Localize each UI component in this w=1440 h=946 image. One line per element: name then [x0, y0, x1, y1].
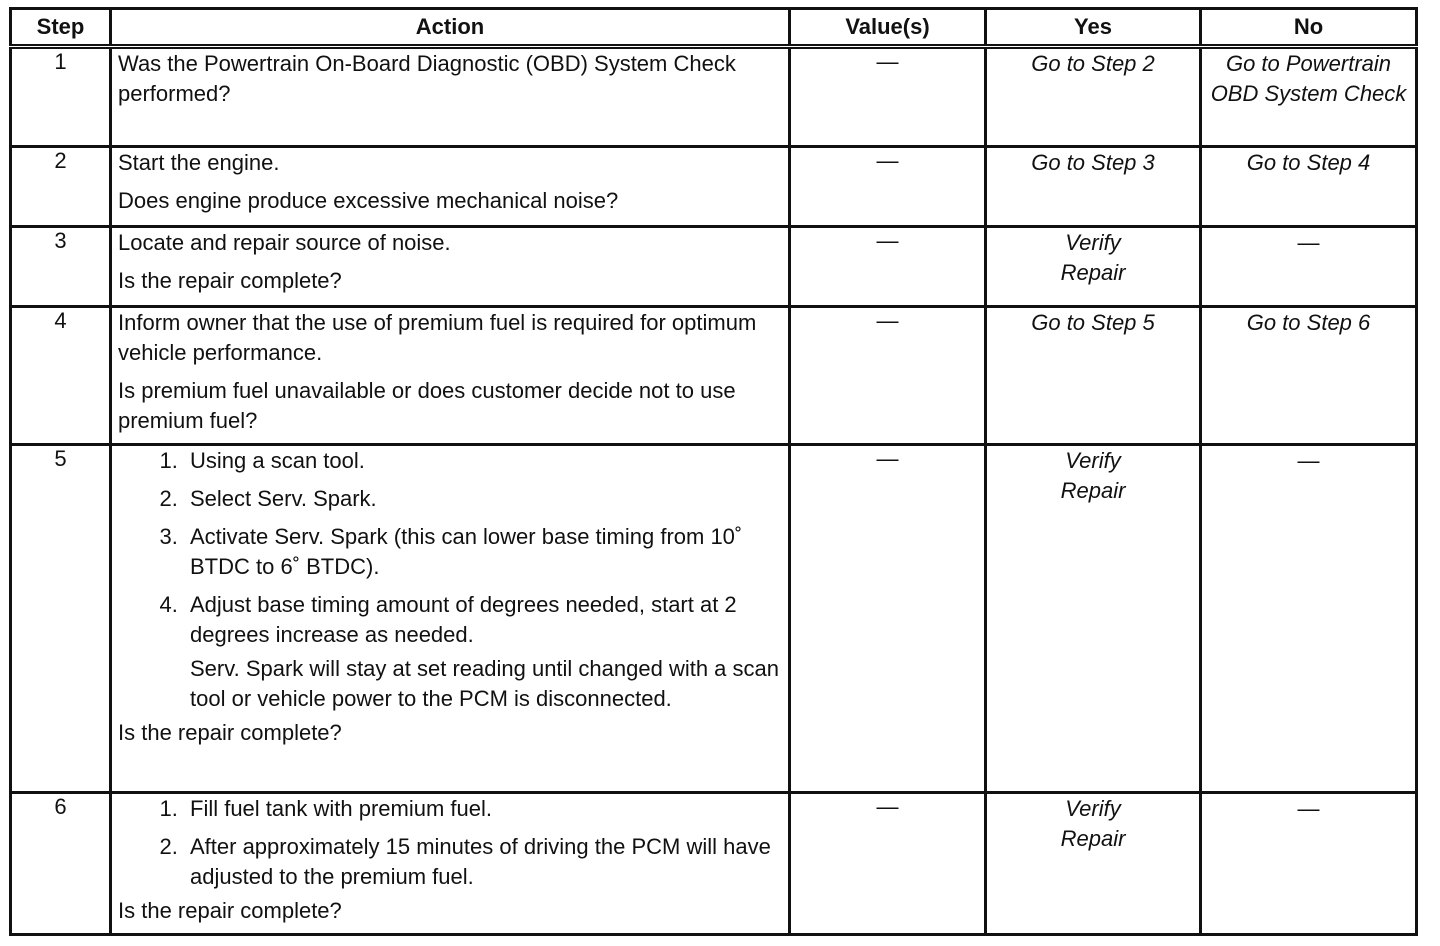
header-values: Value(s)	[790, 9, 986, 47]
step-number: 6	[11, 793, 111, 935]
value-cell: —	[790, 47, 986, 147]
step-number: 1	[11, 47, 111, 147]
action-question: Is premium fuel unavailable or does customer decide not to use premium fuel?	[118, 378, 736, 433]
no-cell: Go to Step 4	[1201, 147, 1417, 227]
table-row	[11, 147, 1417, 227]
action-cell	[111, 793, 790, 935]
action-cell	[111, 147, 790, 227]
step-number: 4	[11, 307, 111, 445]
header-yes: Yes	[986, 9, 1201, 47]
yes-cell: Verify Repair	[986, 445, 1201, 793]
action-question: Is the repair complete?	[118, 898, 342, 923]
no-cell: —	[1201, 445, 1417, 793]
diagnostic-table	[9, 7, 1418, 936]
procedure-item: 2. Select Serv. Spark.	[184, 484, 782, 514]
step-number: 3	[11, 227, 111, 307]
procedure-item: 2. After approximately 15 minutes of driving the PCM will have adjusted to the premium fuel.	[184, 832, 782, 892]
value-cell: —	[790, 445, 986, 793]
procedure-item: 1. Fill fuel tank with premium fuel.	[184, 794, 782, 824]
table-row	[11, 307, 1417, 445]
table-row	[11, 47, 1417, 147]
procedure-note: Serv. Spark will stay at set reading until changed with a scan tool or vehicle power to the PCM is disconnected.	[190, 656, 780, 711]
value-cell: —	[790, 147, 986, 227]
header-row	[11, 9, 1417, 47]
action-text: Was the Powertrain On-Board Diagnostic (OBD) System Check performed?	[118, 51, 736, 106]
yes-cell: Go to Step 3	[986, 147, 1201, 227]
table-row	[11, 227, 1417, 307]
action-cell	[111, 445, 790, 793]
value-cell: —	[790, 793, 986, 935]
procedure-list	[118, 446, 782, 650]
no-cell: Go to Step 6	[1201, 307, 1417, 445]
value-cell: —	[790, 307, 986, 445]
yes-cell: Verify Repair	[986, 793, 1201, 935]
action-cell	[111, 307, 790, 445]
table-row	[11, 445, 1417, 793]
action-text: Inform owner that the use of premium fuel is required for optimum vehicle performance.	[118, 310, 757, 365]
procedure-item: 1. Using a scan tool.	[184, 446, 782, 476]
procedure-item: 4. Adjust base timing amount of degrees needed, start at 2 degrees increase as needed.	[184, 590, 782, 650]
header-step: Step	[11, 9, 111, 47]
procedure-list	[118, 794, 782, 892]
yes-cell: Go to Step 2	[986, 47, 1201, 147]
action-text: Start the engine.	[118, 150, 280, 175]
no-cell: Go to Powertrain OBD System Check	[1201, 47, 1417, 147]
yes-cell: Verify Repair	[986, 227, 1201, 307]
header-action: Action	[111, 9, 790, 47]
table-row	[11, 793, 1417, 935]
action-question: Does engine produce excessive mechanical noise?	[118, 188, 619, 213]
no-cell: —	[1201, 793, 1417, 935]
action-text: Locate and repair source of noise.	[118, 230, 451, 255]
step-number: 5	[11, 445, 111, 793]
action-cell	[111, 47, 790, 147]
procedure-item: 3. Activate Serv. Spark (this can lower base timing from 10˚ BTDC to 6˚ BTDC).	[184, 522, 782, 582]
no-cell: —	[1201, 227, 1417, 307]
yes-cell: Go to Step 5	[986, 307, 1201, 445]
header-no: No	[1201, 9, 1417, 47]
step-number: 2	[11, 147, 111, 227]
action-question: Is the repair complete?	[118, 720, 342, 745]
value-cell: —	[790, 227, 986, 307]
action-cell	[111, 227, 790, 307]
action-question: Is the repair complete?	[118, 268, 342, 293]
